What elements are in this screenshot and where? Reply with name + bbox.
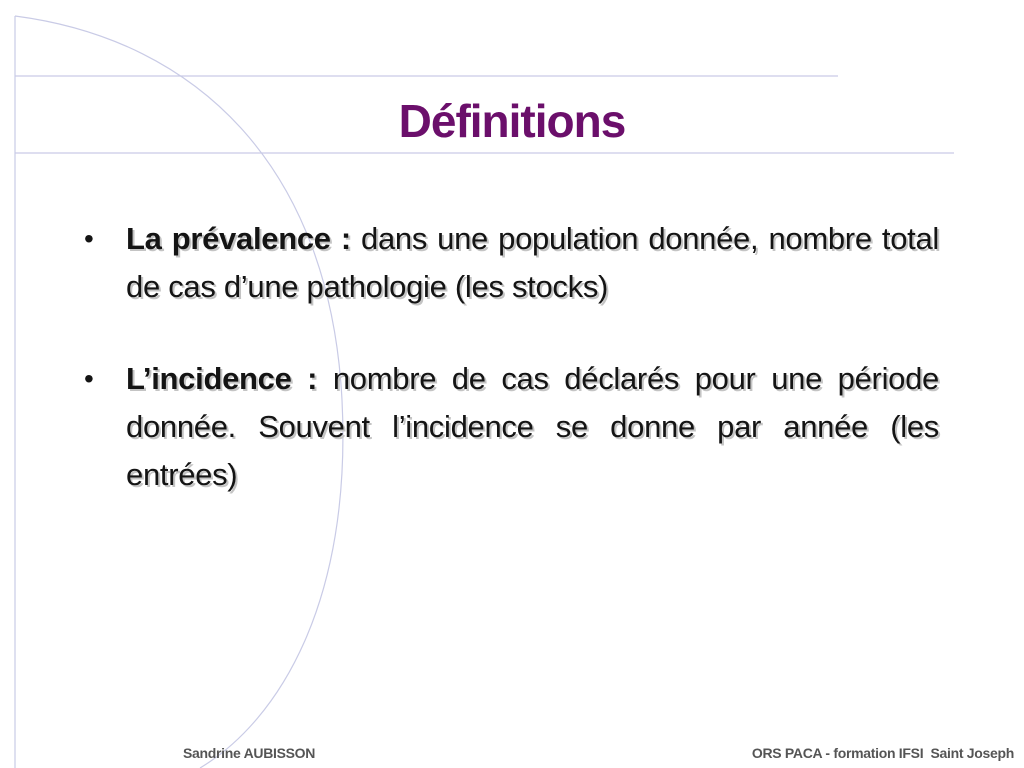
term-incidence: L’incidence : — [126, 361, 318, 396]
definition-prevalence: dans une population donnée, nombre total de cas d’une pathologie (les stocks) — [126, 221, 939, 304]
bullet-list — [84, 215, 939, 543]
definition-incidence: nombre de cas déclarés pour une période donnée. Souvent l’incidence se donne par année (les entrées) — [126, 361, 939, 492]
term-prevalence: La prévalence : — [126, 221, 351, 256]
bullet-dot-icon: • — [84, 363, 94, 394]
footer-author: Sandrine AUBISSON — [183, 745, 316, 761]
bullet-prevalence — [84, 215, 939, 311]
bullet-incidence — [84, 355, 939, 499]
bullet-dot-icon: • — [84, 223, 94, 254]
footer-organization: ORS PACA - formation IFSI Saint Joseph — [751, 745, 1014, 761]
slide-title: Définitions — [398, 95, 626, 147]
